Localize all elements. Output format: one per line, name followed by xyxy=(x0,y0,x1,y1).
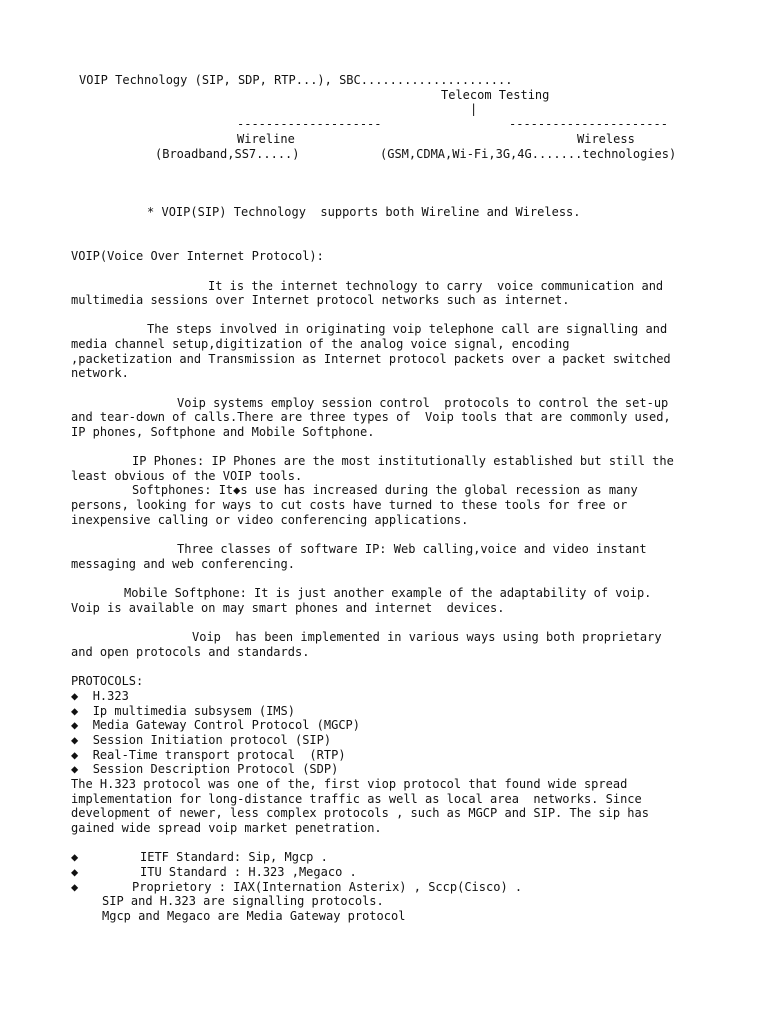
para3-line: IP phones, Softphone and Mobile Softphone. xyxy=(71,425,375,439)
protocol-list-item xyxy=(71,733,331,747)
support-note xyxy=(147,205,581,219)
diamond-bullet-icon: ◆ xyxy=(71,704,79,718)
diamond-bullet-icon: ◆ xyxy=(71,733,79,747)
wireline-examples: (Broadband,SS7.....) xyxy=(155,147,300,161)
diamond-bullet-icon: ◆ xyxy=(71,865,79,879)
protocol-list-item xyxy=(71,704,295,718)
section-heading: VOIP(Voice Over Internet Protocol): xyxy=(71,249,324,263)
protocols-heading: PROTOCOLS: xyxy=(71,674,144,688)
note-star: * xyxy=(147,205,155,219)
protocol-list-item xyxy=(71,762,338,776)
standards-note: Mgcp and Megaco are Media Gateway protocol xyxy=(102,909,406,923)
para4-line: persons, looking for ways to cut costs have turned to these tools for free or xyxy=(71,498,628,512)
protocol-name: Ip multimedia subsysem (IMS) xyxy=(92,704,295,718)
standards-note: SIP and H.323 are signalling protocols. xyxy=(102,894,384,908)
standard-item: ITU Standard : H.323 ,Megaco . xyxy=(140,865,357,879)
h323-para-line: development of newer, less complex protocols , such as MGCP and SIP. The sip has xyxy=(71,806,649,820)
para3-line: Voip systems employ session control protocols to control the set-up xyxy=(177,396,669,410)
h323-para-line: gained wide spread voip market penetration. xyxy=(71,821,382,835)
telecom-testing-label: Telecom Testing xyxy=(441,88,550,102)
standard-item: Proprietory : IAX(Internation Asterix) , Sccp(Cisco) . xyxy=(132,880,523,894)
h323-para-line: The H.323 protocol was one of the, first viop protocol that found wide spread xyxy=(71,777,628,791)
para2-line: network. xyxy=(71,366,129,380)
para3-line: and tear-down of calls.There are three types of Voip tools that are commonly used, xyxy=(71,410,671,424)
tree-connector: | xyxy=(470,102,478,116)
protocol-name: Real-Time transport protocal (RTP) xyxy=(92,748,346,762)
wireless-label: Wireless xyxy=(577,132,635,146)
para1-line: It is the internet technology to carry voice communication and xyxy=(208,279,664,293)
h323-para-line: implementation for long-distance traffic as well as local area networks. Since xyxy=(71,792,642,806)
tree-dash-right: ---------------------- xyxy=(509,117,668,131)
tree-dash-left: -------------------- xyxy=(237,117,382,131)
para5-line: messaging and web conferencing. xyxy=(71,557,295,571)
para2-line: media channel setup,digitization of the analog voice signal, encoding xyxy=(71,337,570,351)
para7-line: and open protocols and standards. xyxy=(71,645,310,659)
para1-line: multimedia sessions over Internet protocol networks such as internet. xyxy=(71,293,570,307)
para4-line: least obvious of the VOIP tools. xyxy=(71,469,303,483)
diamond-bullet-icon: ◆ xyxy=(71,689,79,703)
protocol-list-item xyxy=(71,718,360,732)
wireline-label: Wireline xyxy=(237,132,295,146)
wireless-examples: (GSM,CDMA,Wi-Fi,3G,4G.......technologies) xyxy=(380,147,677,161)
protocol-name: H.323 xyxy=(92,689,129,703)
protocol-list-item xyxy=(71,689,129,703)
para4-line: IP Phones: IP Phones are the most institutionally established but still the xyxy=(132,454,674,468)
diamond-bullet-icon: ◆ xyxy=(71,880,79,894)
protocol-name: Media Gateway Control Protocol (MGCP) xyxy=(92,718,360,732)
diamond-bullet-icon: ◆ xyxy=(71,850,79,864)
para2-line: The steps involved in originating voip telephone call are signalling and xyxy=(147,322,668,336)
protocol-name: Session Initiation protocol (SIP) xyxy=(92,733,332,747)
protocol-name: Session Description Protocol (SDP) xyxy=(92,762,339,776)
standard-item: IETF Standard: Sip, Mgcp . xyxy=(140,850,328,864)
diamond-bullet-icon: ◆ xyxy=(71,762,79,776)
para6-line: Mobile Softphone: It is just another example of the adaptability of voip. xyxy=(124,586,652,600)
para4-line: Softphones: It◆s use has increased during the global recession as many xyxy=(132,483,638,497)
para4-line: inexpensive calling or video conferencing applications. xyxy=(71,513,469,527)
protocol-list-item xyxy=(71,748,346,762)
diamond-bullet-icon: ◆ xyxy=(71,748,79,762)
document-title: VOIP Technology (SIP, SDP, RTP...), SBC..................... xyxy=(79,73,513,87)
para6-line: Voip is available on may smart phones and internet devices. xyxy=(71,601,505,615)
para7-line: Voip has been implemented in various ways using both proprietary xyxy=(192,630,662,644)
para2-line: ,packetization and Transmission as Internet protocol packets over a packet switched xyxy=(71,352,671,366)
note-text: VOIP(SIP) Technology supports both Wireline and Wireless. xyxy=(161,205,581,219)
para5-line: Three classes of software IP: Web calling,voice and video instant xyxy=(177,542,647,556)
diamond-bullet-icon: ◆ xyxy=(71,718,79,732)
